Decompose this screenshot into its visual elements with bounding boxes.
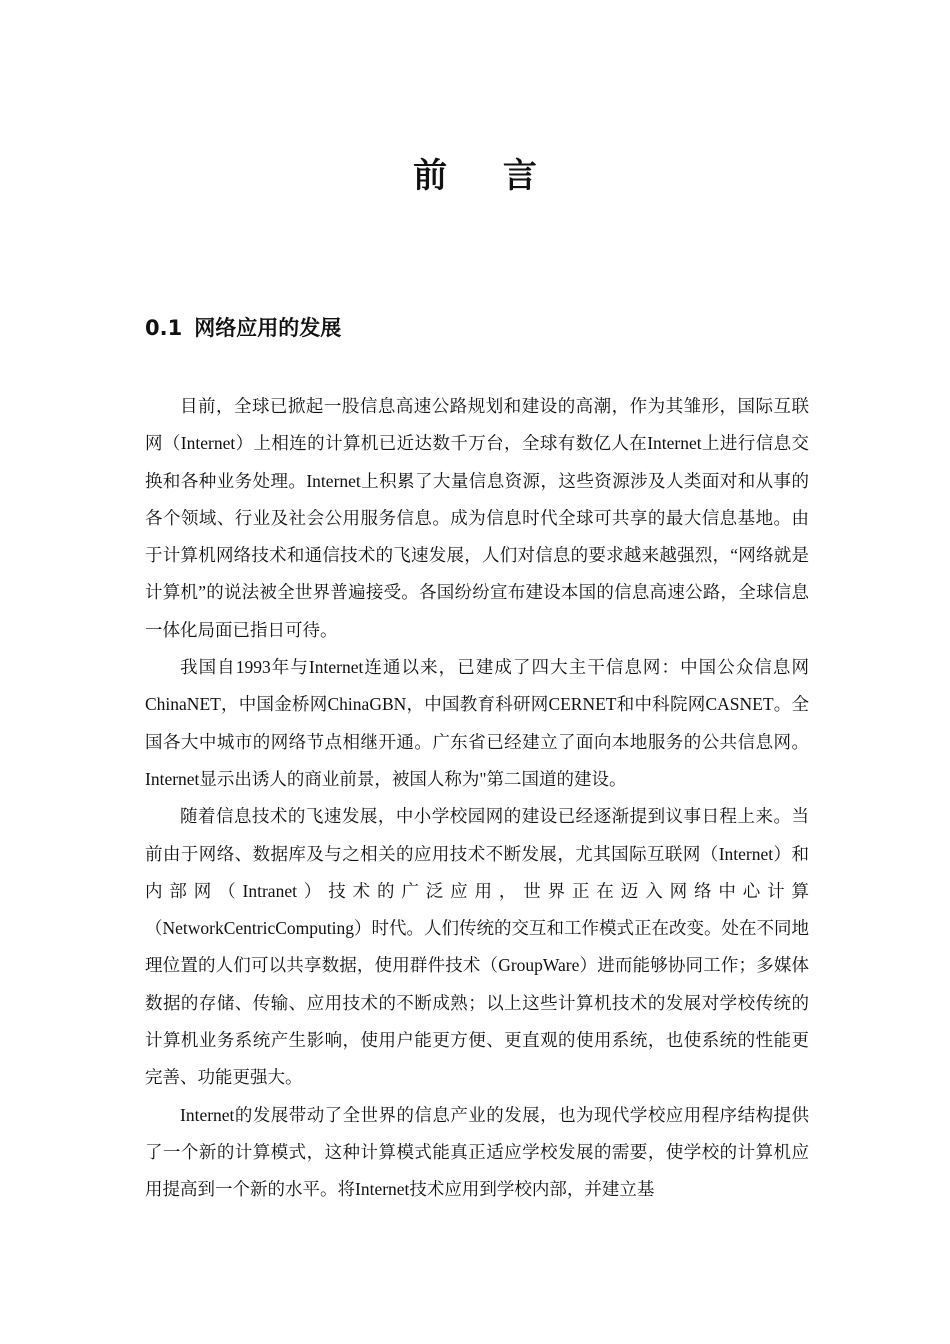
paragraph-3: 随着信息技术的飞速发展，中小学校园网的建设已经逐渐提到议事日程上来。当前由于网络、数据库及与之相关的应用技术不断发展，尤其国际互联网（Internet）和内部网（Intranet）技术的广泛应用，世界正在迈入网络中心计算（NetworkCentricComputing）时代。人们传统的交互和工作模式正在改变。处在不同地理位置的人们可以共享数据，使用群件技术（GroupWare）进而能够协同工作；多媒体数据的存储、传输、应用技术的不断成熟；以上这些计算机技术的发展对学校传统的计算机业务系统产生影响，使用户能更方便、更直观的使用系统，也使系统的性能更完善、功能更强大。 bbox=[145, 806, 809, 1088]
section-number: 0.1 bbox=[145, 316, 183, 340]
paragraph-1: 目前，全球已掀起一股信息高速公路规划和建设的高潮，作为其雏形，国际互联网（Internet）上相连的计算机已近达数千万台，全球有数亿人在Internet上进行信息交换和各种业务处理。Internet上积累了大量信息资源，这些资源涉及人类面对和从事的各个领域、行业及社会公用服务信息。成为信息时代全球可共享的最大信息基地。由于计算机网络技术和通信技术的飞速发展，人们对信息的要求越来越强烈，“网络就是计算机”的说法被全世界普遍接受。各国纷纷宣布建设本国的信息高速公路，全球信息一体化局面已指日可待。 bbox=[145, 396, 809, 640]
page-title: 前 言 bbox=[413, 156, 559, 196]
body-text bbox=[145, 388, 809, 1209]
paragraph-4: Internet的发展带动了全世界的信息产业的发展，也为现代学校应用程序结构提供了一个新的计算模式，这种计算模式能真正适应学校发展的需要，使学校的计算机应用提高到一个新的水平。将Internet技术应用到学校内部，并建立基 bbox=[145, 1104, 809, 1200]
paragraph-2: 我国自1993年与Internet连通以来，已建成了四大主干信息网：中国公众信息网ChinaNET，中国金桥网ChinaGBN，中国教育科研网CERNET和中科院网CASNET。全国各大中城市的网络节点相继开通。广东省已经建立了面向本地服务的公共信息网。Internet显示出诱人的商业前景，被国人称为"第二国道的建设。 bbox=[145, 657, 809, 789]
section-title: 网络应用的发展 bbox=[194, 316, 342, 340]
section-heading bbox=[145, 312, 341, 344]
